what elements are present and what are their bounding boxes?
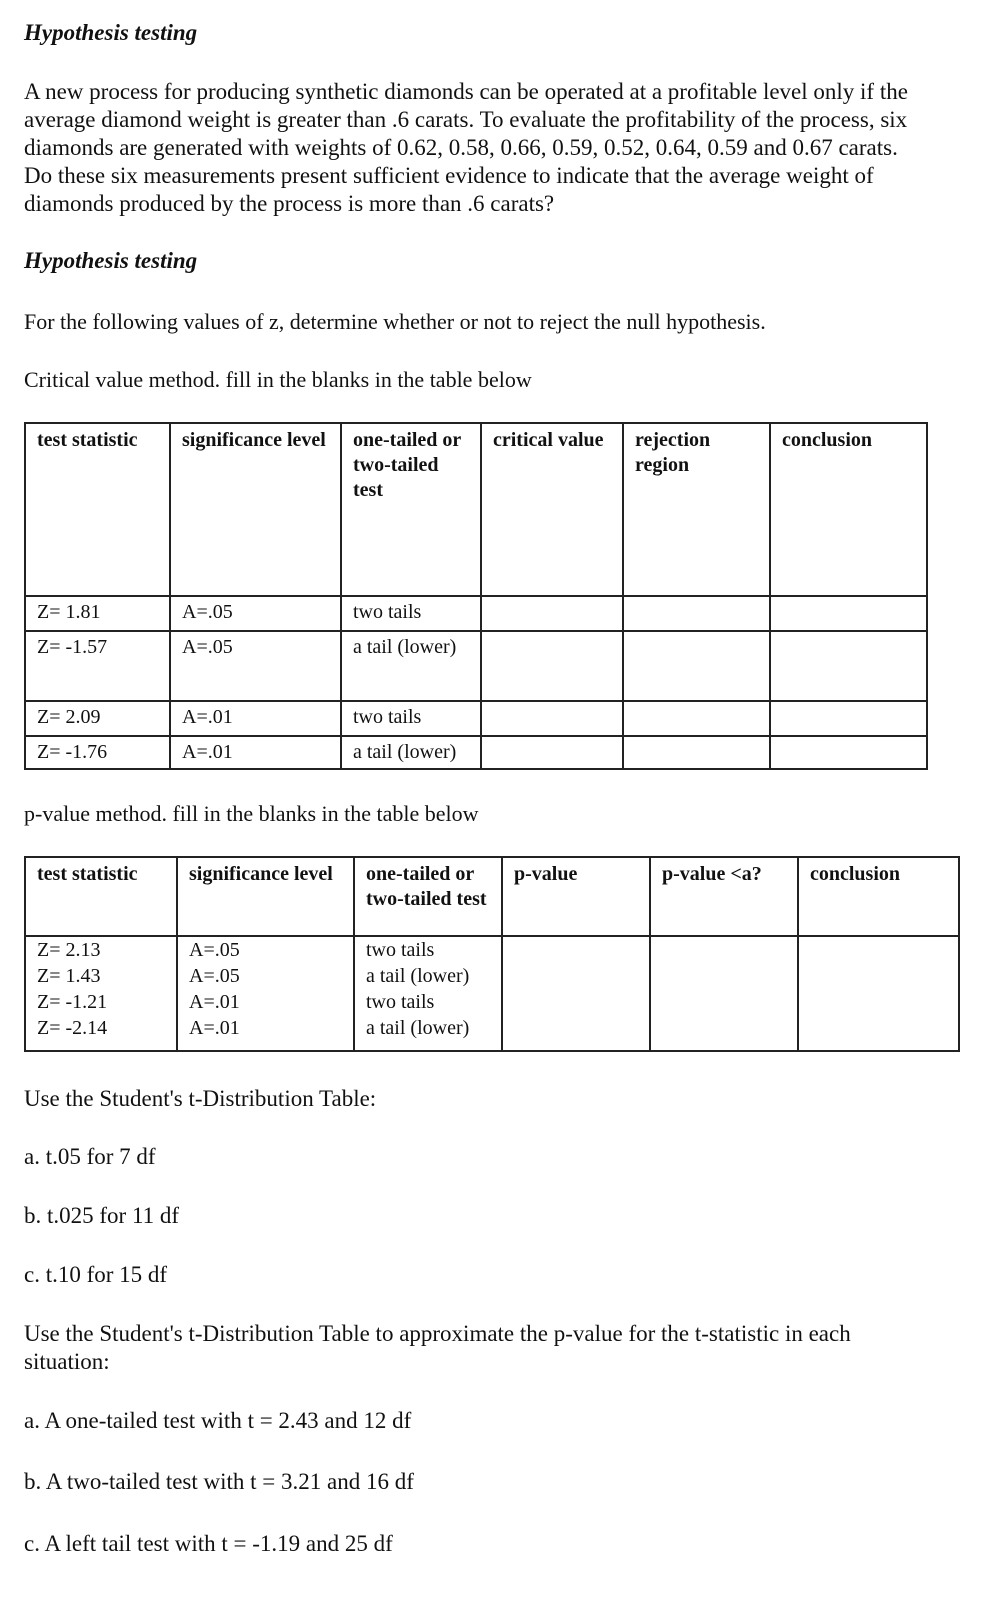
cell-tail-type: a tail (lower) [341,736,481,769]
problem-line: A new process for producing synthetic diamonds can be operated at a profitable level only if the [24,79,908,104]
table-row [25,989,959,1015]
cell-tail-type: two tails [354,936,502,963]
critical-caption: Critical value method. fill in the blanks in the table below [24,367,532,392]
cell-tail-type: a tail (lower) [354,963,502,989]
cell-tail-type: two tails [341,701,481,736]
cell-conclusion-blank[interactable] [770,736,927,769]
list-item: c. t.10 for 15 df [24,1262,168,1287]
cell-p-value-compare-blank[interactable] [650,989,798,1015]
cell-critical-value-blank[interactable] [481,736,623,769]
header-conclusion: conclusion [770,423,927,596]
header-conclusion: conclusion [798,857,959,936]
problem-line: average diamond weight is greater than .6 carats. To evaluate the profitability of the process, six [24,107,908,132]
cell-p-value-compare-blank[interactable] [650,963,798,989]
problem-line: diamonds produced by the process is more than .6 carats? [24,191,555,216]
cell-significance-level: A=.05 [177,936,354,963]
header-p-value: p-value [502,857,650,936]
cell-test-statistic: Z= 2.09 [25,701,170,736]
header-tail-type: one-tailed or two-tailed test [354,857,502,936]
cell-conclusion-blank[interactable] [798,963,959,989]
cell-critical-value-blank[interactable] [481,701,623,736]
cell-conclusion-blank[interactable] [798,936,959,963]
cell-test-statistic: Z= 2.13 [25,936,177,963]
cell-conclusion-blank[interactable] [770,701,927,736]
problem-line: diamonds are generated with weights of 0.62, 0.58, 0.66, 0.59, 0.52, 0.64, 0.59 and 0.67 carats. [24,135,898,160]
list-item: b. A two-tailed test with t = 3.21 and 16 df [24,1469,414,1494]
table-row [25,631,927,701]
cell-significance-level: A=.05 [170,596,341,631]
cell-critical-value-blank[interactable] [481,596,623,631]
pvalue-caption: p-value method. fill in the blanks in the table below [24,801,479,826]
instruction-text: For the following values of z, determine whether or not to reject the null hypothesis. [24,309,766,334]
header-critical-value: critical value [481,423,623,596]
cell-test-statistic: Z= 1.81 [25,596,170,631]
cell-conclusion-blank[interactable] [798,989,959,1015]
problem-text [24,78,974,218]
header-p-value-compare: p-value <a? [650,857,798,936]
table-row [25,736,927,769]
cell-tail-type: two tails [341,596,481,631]
cell-significance-level: A=.01 [177,1015,354,1051]
list-item: a. t.05 for 7 df [24,1144,156,1169]
cell-test-statistic: Z= 1.43 [25,963,177,989]
cell-test-statistic: Z= -2.14 [25,1015,177,1051]
p-value-intro-line: Use the Student's t-Distribution Table to approximate the p-value for the t-statistic in each [24,1321,851,1346]
cell-significance-level: A=.01 [177,989,354,1015]
cell-critical-value-blank[interactable] [481,631,623,701]
cell-significance-level: A=.05 [177,963,354,989]
cell-conclusion-blank[interactable] [798,1015,959,1051]
cell-rejection-region-blank[interactable] [623,701,770,736]
p-value-intro [24,1320,964,1376]
list-item: b. t.025 for 11 df [24,1203,180,1228]
critical-value-table [24,422,928,770]
table-row [25,963,959,989]
header-rejection-region: rejection region [623,423,770,596]
cell-rejection-region-blank[interactable] [623,631,770,701]
cell-test-statistic: Z= -1.21 [25,989,177,1015]
cell-conclusion-blank[interactable] [770,596,927,631]
cell-conclusion-blank[interactable] [770,631,927,701]
cell-p-value-blank[interactable] [502,989,650,1015]
section-heading: Hypothesis testing [24,248,198,273]
cell-rejection-region-blank[interactable] [623,596,770,631]
table-row [25,936,959,963]
cell-tail-type: two tails [354,989,502,1015]
header-test-statistic: test statistic [25,423,170,596]
cell-test-statistic: Z= -1.57 [25,631,170,701]
table-header-row [25,423,927,596]
section-heading: Hypothesis testing [24,20,198,45]
p-value-table [24,856,960,1052]
cell-tail-type: a tail (lower) [341,631,481,701]
cell-p-value-compare-blank[interactable] [650,936,798,963]
cell-tail-type: a tail (lower) [354,1015,502,1051]
cell-p-value-compare-blank[interactable] [650,1015,798,1051]
list-item: c. A left tail test with t = -1.19 and 25 df [24,1531,393,1556]
header-significance-level: significance level [170,423,341,596]
cell-p-value-blank[interactable] [502,963,650,989]
cell-p-value-blank[interactable] [502,936,650,963]
list-item: a. A one-tailed test with t = 2.43 and 12 df [24,1408,412,1433]
header-test-statistic: test statistic [25,857,177,936]
table-row [25,1015,959,1051]
cell-rejection-region-blank[interactable] [623,736,770,769]
table-row [25,596,927,631]
cell-test-statistic: Z= -1.76 [25,736,170,769]
t-table-intro: Use the Student's t-Distribution Table: [24,1086,377,1111]
table-row [25,701,927,736]
problem-line: Do these six measurements present sufficient evidence to indicate that the average weight of [24,163,874,188]
cell-significance-level: A=.05 [170,631,341,701]
cell-significance-level: A=.01 [170,701,341,736]
header-tail-type: one-tailed or two-tailed test [341,423,481,596]
cell-significance-level: A=.01 [170,736,341,769]
cell-p-value-blank[interactable] [502,1015,650,1051]
p-value-intro-line: situation: [24,1349,110,1374]
table-header-row [25,857,959,936]
header-significance-level: significance level [177,857,354,936]
